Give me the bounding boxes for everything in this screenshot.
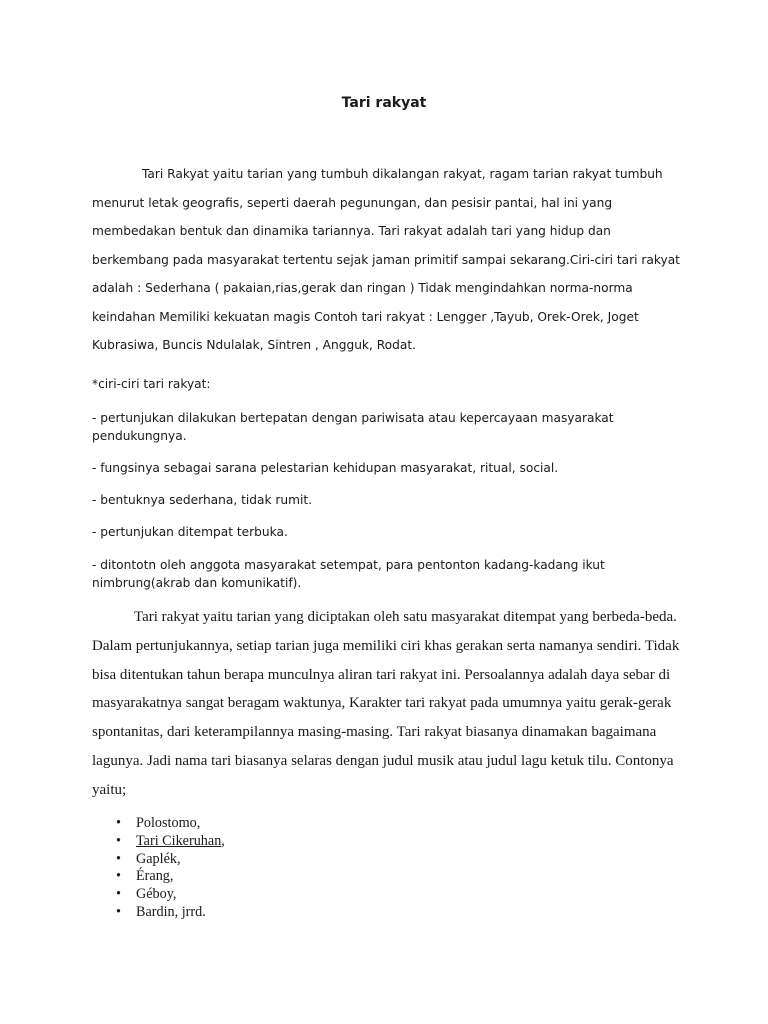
list-item: • Gaplék, bbox=[116, 850, 181, 867]
page-title: Tari rakyat bbox=[341, 95, 427, 111]
second-paragraph bbox=[92, 603, 684, 805]
list-item: • Géboy, bbox=[116, 886, 177, 903]
bullet-icon: • bbox=[116, 868, 121, 885]
list-item: • Bardin, jrrd. bbox=[116, 903, 206, 920]
ciri-item: - pertunjukan ditempat terbuka. bbox=[92, 525, 288, 539]
ciri-heading: *ciri-ciri tari rakyat: bbox=[92, 377, 211, 391]
examples-list bbox=[116, 815, 225, 922]
ciri-item: - pertunjukan dilakukan bertepatan dengan pariwisata atau kepercayaan masyarakat pendukungnya. bbox=[92, 411, 614, 443]
list-item: • Polostomo, bbox=[116, 815, 201, 831]
ciri-item: - bentuknya sederhana, tidak rumit. bbox=[92, 493, 313, 507]
tari-cikeruhan-link[interactable]: Tari Cikeruhan bbox=[136, 832, 222, 849]
ciri-item: - ditontotn oleh anggota masyarakat setempat, para pentonton kadang-kadang ikut nimbrung(akrab dan komunikatif). bbox=[92, 558, 605, 590]
list-item: • Tari Cikeruhan, bbox=[116, 832, 225, 849]
intro-paragraph-text: Tari Rakyat yaitu tarian yang tumbuh dikalangan rakyat, ragam tarian rakyat tumbuh menurut letak geografis, seperti daerah pegunungan, dan pesisir pantai, hal ini yang membedakan bentuk dan dinamika tariannya. Tari rakyat adalah tari yang hidup dan berkembang pada masyarakat tertentu sejak jaman primitif sampai sekarang.Ciri-ciri tari rakyat adalah : Sederhana ( pakaian,rias,gerak dan ringan ) Tidak mengindahkan norma-norma keindahan Memiliki kekuatan magis Contoh tari rakyat : Lengger ,Tayub, Orek-Orek, Joget Kubrasiwa, Buncis Ndulalak, Sintren , Angguk, Rodat. bbox=[92, 167, 680, 352]
bullet-icon: • bbox=[116, 815, 121, 831]
intro-paragraph bbox=[92, 160, 684, 360]
list-item: • Érang, bbox=[116, 868, 174, 885]
ciri-item: - fungsinya sebagai sarana pelestarian kehidupan masyarakat, ritual, social. bbox=[92, 461, 559, 475]
bullet-icon: • bbox=[116, 832, 121, 849]
bullet-icon: • bbox=[116, 886, 121, 903]
bullet-icon: • bbox=[116, 850, 121, 867]
second-paragraph-text: Tari rakyat yaitu tarian yang diciptakan oleh satu masyarakat ditempat yang berbeda-beda. Dalam pertunjukannya, setiap tarian juga memiliki ciri khas gerakan serta namanya sendiri. Tidak bisa ditentukan tahun berapa munculnya aliran tari rakyat ini. Persoalannya adalah daya sebar di masyarakatnya sangat beragam waktunya, Karakter tari rakyat pada umumnya yaitu gerak-gerak spontanitas, dari keterampilannya masing-masing. Tari rakyat biasanya dinamakan bagaimana lagunya. Jadi nama tari biasanya selaras dengan judul musik atau judul lagu ketuk tilu. Contonya yaitu; bbox=[92, 609, 680, 798]
bullet-icon: • bbox=[116, 903, 121, 920]
